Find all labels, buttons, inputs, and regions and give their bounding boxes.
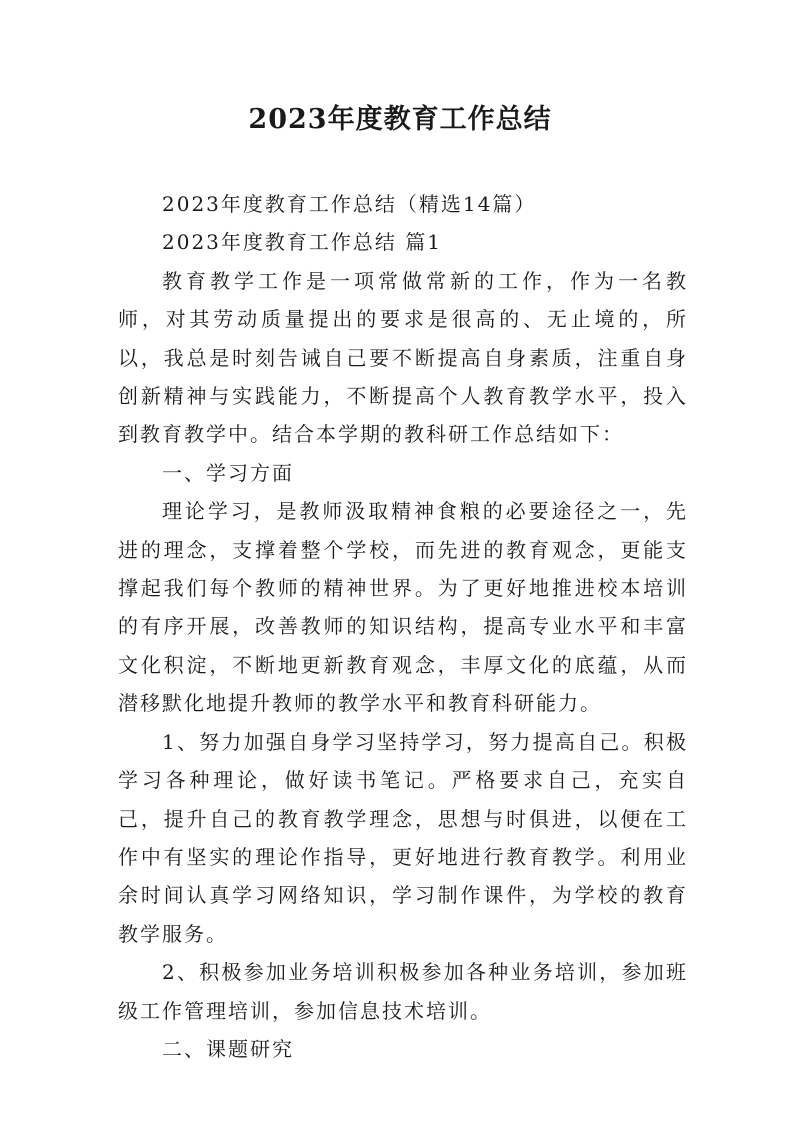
section-heading: 一、学习方面 [162, 460, 294, 485]
paragraph: 教育教学工作是一项常做常新的工作，作为一名教师，对其劳动质量提出的要求是很高的、无止境的，所以，我总是时刻告诫自己要不断提高自身素质，注重自身创新精神与实践能力，不断提高个人教育教学水平，投入到教育教学中。结合本学期的教科研工作总结如下： [118, 268, 688, 447]
paragraph: 1、努力加强自身学习坚持学习，努力提高自己。积极学习各种理论，做好读书笔记。严格要求自己，充实自己，提升自己的教育教学理念，思想与时俱进，以便在工作中有坚实的理论作指导，更好地进行教育教学。利用业余时间认真学习网络知识，学习制作课件，为学校的教育教学服务。 [118, 729, 688, 946]
document-body [118, 185, 688, 1068]
section-heading: 二、课题研究 [162, 1036, 294, 1061]
paragraph: 2、积极参加业务培训积极参加各种业务培训，参加班级工作管理培训，参加信息技术培训。 [118, 960, 688, 1023]
section-heading: 2023年度教育工作总结 篇1 [162, 230, 442, 255]
subtitle: 2023年度教育工作总结（精选14篇） [162, 192, 537, 216]
paragraph: 理论学习，是教师汲取精神食粮的必要途径之一，先进的理念，支撑着整个学校，而先进的教育观念，更能支撑起我们每个教师的精神世界。为了更好地推进校本培训的有序开展，改善教师的知识结构，提高专业水平和丰富文化积淀，不断地更新教育观念，丰厚文化的底蕴，从而潜移默化地提升教师的教学水平和教育科研能力。 [118, 499, 688, 716]
document-title: 2023年度教育工作总结 [248, 104, 552, 135]
